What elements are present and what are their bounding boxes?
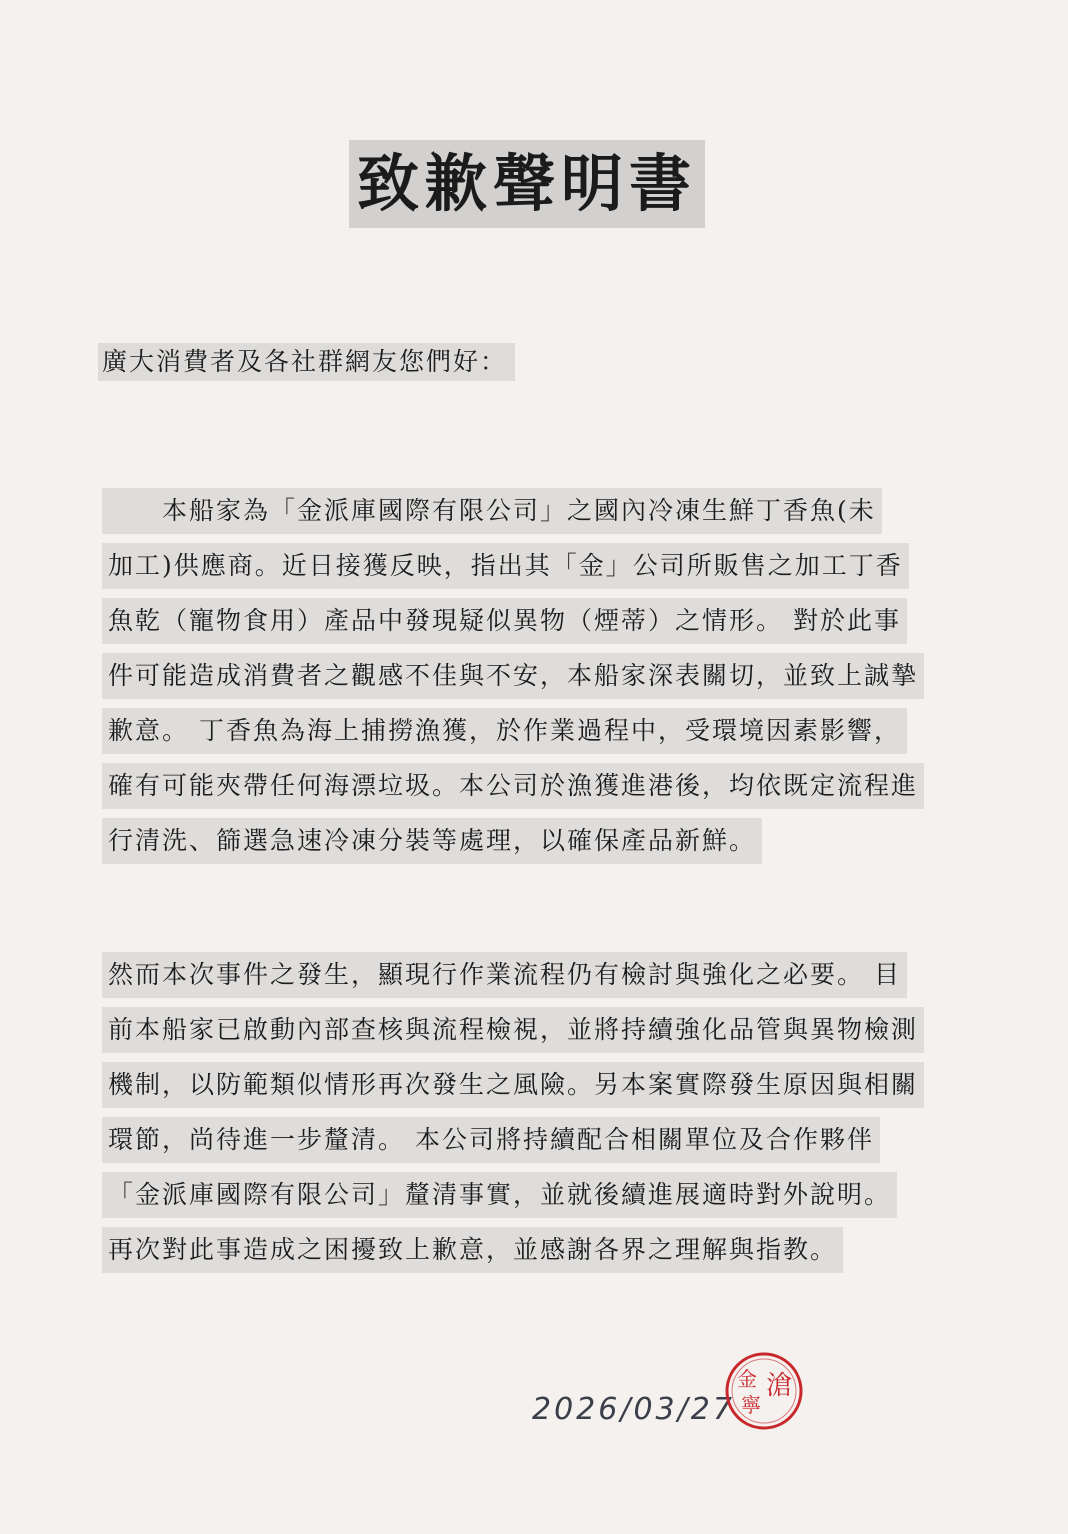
paragraph-line: 再次對此事造成之困擾致上歉意，並感謝各界之理解與指教。 — [102, 1227, 843, 1273]
paragraph-line: 歉意。 丁香魚為海上捕撈漁獲，於作業過程中，受環境因素影響， — [102, 708, 907, 754]
handwritten-date: 2026/03/27 — [532, 1392, 735, 1427]
svg-text:金: 金 — [737, 1367, 757, 1391]
paragraph-line: 「金派庫國際有限公司」釐清事實，並就後續進展適時對外說明。 — [102, 1172, 897, 1218]
paragraph-line: 前本船家已啟動內部查核與流程檢視，並將持續強化品管與異物檢測 — [102, 1007, 924, 1053]
paragraph-line: 然而本次事件之發生，顯現行作業流程仍有檢討與強化之必要。 目 — [102, 952, 907, 998]
paragraph-line: 魚乾（寵物食用）產品中發現疑似異物（煙蒂）之情形。 對於此事 — [102, 598, 907, 644]
paragraph-line: 環節，尚待進一步釐清。 本公司將持續配合相關單位及合作夥伴 — [102, 1117, 880, 1163]
paragraph-line: 行清洗、篩選急速冷凍分裝等處理，以確保產品新鮮。 — [102, 818, 762, 864]
svg-text:寧: 寧 — [741, 1393, 761, 1417]
document-title: 致歉聲明書 — [356, 147, 697, 220]
paragraph-line: 確有可能夾帶任何海漂垃圾。本公司於漁獲進港後，均依既定流程進 — [102, 763, 924, 809]
title-highlight — [349, 140, 705, 228]
seal-stamp — [723, 1350, 805, 1432]
paragraph-line: 本船家為「金派庫國際有限公司」之國內冷凍生鮮丁香魚(未 — [102, 488, 882, 534]
svg-text:滄: 滄 — [765, 1371, 793, 1401]
salutation: 廣大消費者及各社群網友您們好： — [98, 343, 515, 381]
paragraph-1 — [102, 488, 982, 873]
paragraph-2 — [102, 952, 982, 1282]
paragraph-line: 加工)供應商。近日接獲反映，指出其「金」公司所販售之加工丁香 — [102, 543, 909, 589]
paragraph-line: 機制，以防範類似情形再次發生之風險。另本案實際發生原因與相關 — [102, 1062, 924, 1108]
paragraph-line: 件可能造成消費者之觀感不佳與不安，本船家深表關切，並致上誠摯 — [102, 653, 924, 699]
